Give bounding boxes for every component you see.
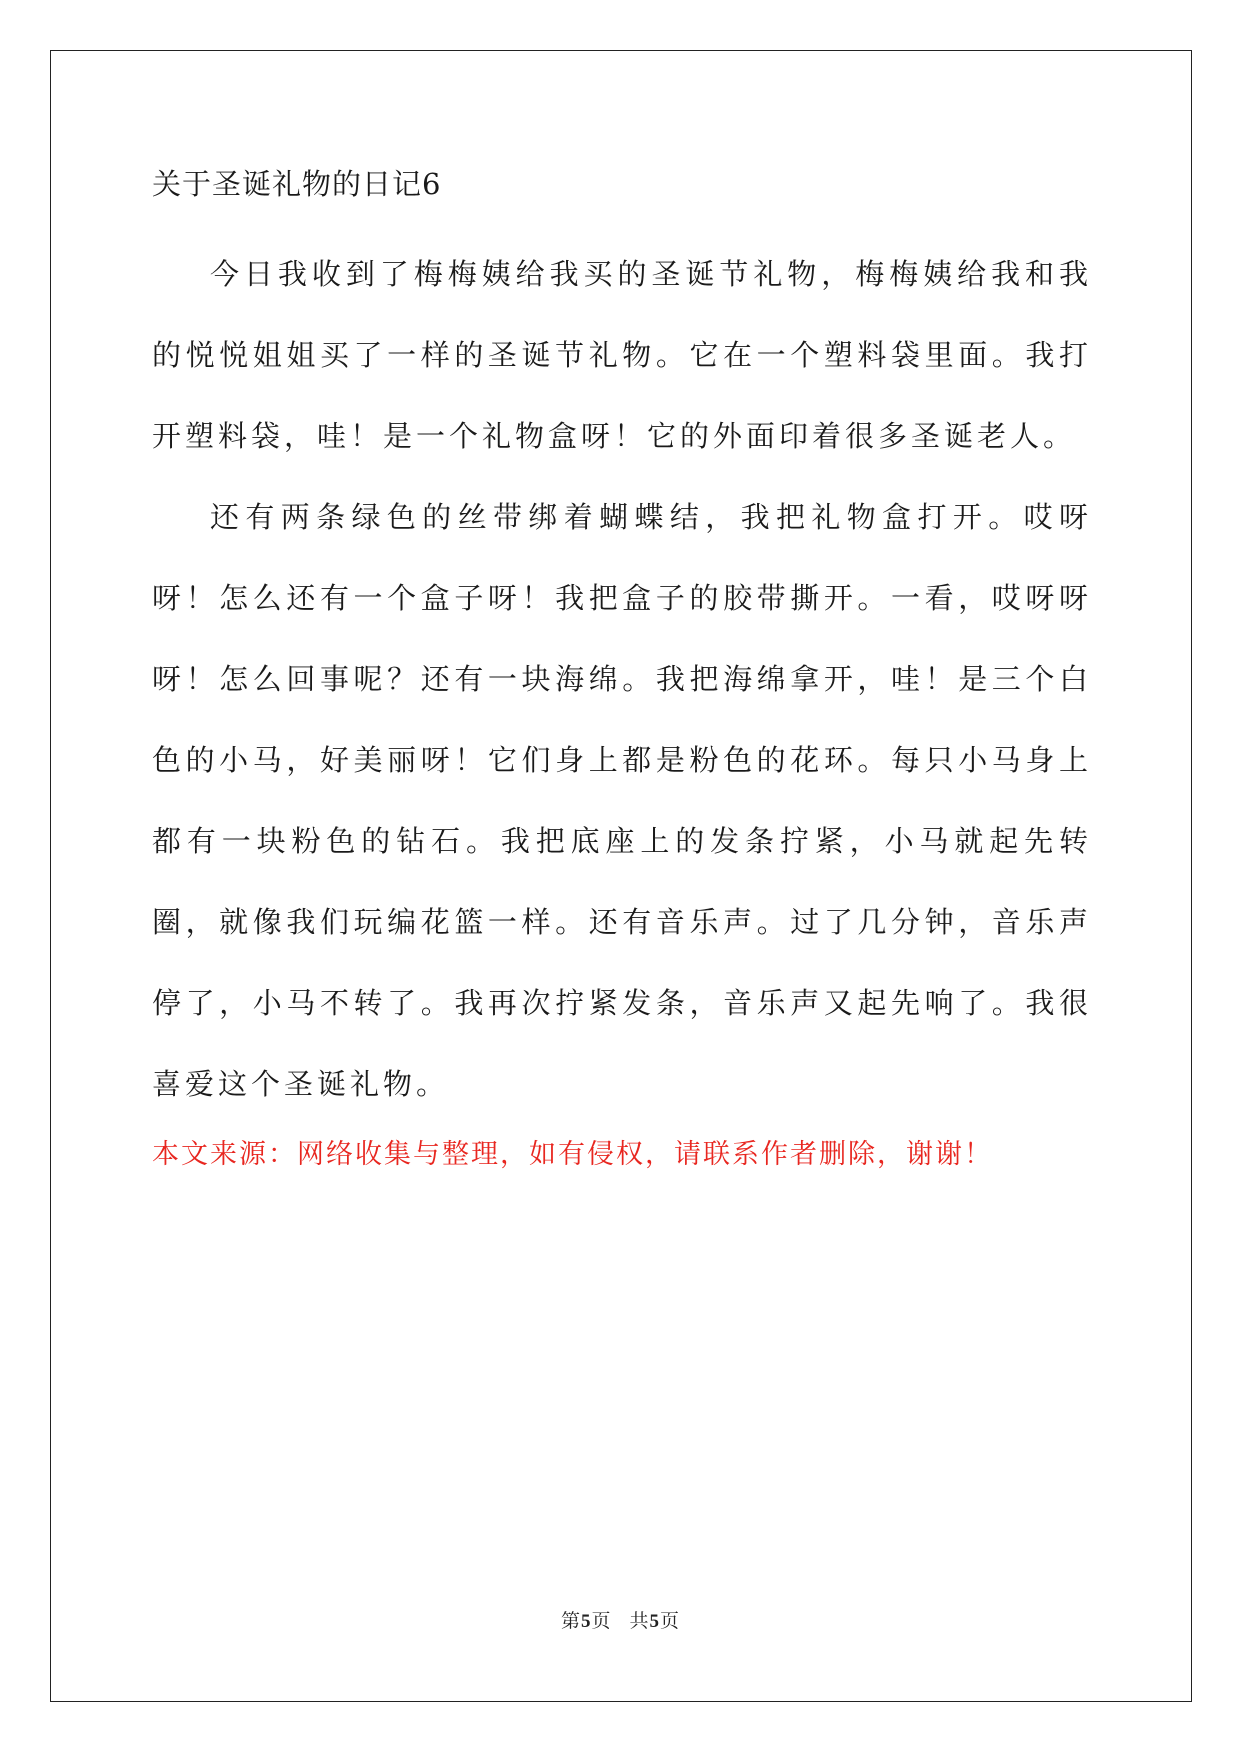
document-title: 关于圣诞礼物的日记6 <box>152 167 442 201</box>
page-prefix: 第 <box>560 1611 581 1632</box>
total-suffix: 页 <box>660 1611 681 1632</box>
total-page-count: 5 <box>649 1611 661 1632</box>
document-body <box>152 162 1092 1125</box>
page-footer <box>0 1606 1241 1633</box>
current-page-number: 5 <box>580 1611 592 1632</box>
page-suffix: 页 <box>591 1611 612 1632</box>
paragraph-1: 今日我收到了梅梅姨给我买的圣诞节礼物，梅梅姨给我和我的悦悦姐姐买了一样的圣诞节礼物。它在一个塑料袋里面。我打开塑料袋，哇！是一个礼物盒呀！它的外面印着很多圣诞老人。 <box>152 257 1092 453</box>
paragraph-2: 还有两条绿色的丝带绑着蝴蝶结，我把礼物盒打开。哎呀呀！怎么还有一个盒子呀！我把盒子的胶带撕开。一看，哎呀呀呀！怎么回事呢？还有一块海绵。我把海绵拿开，哇！是三个白色的小马，好美丽呀！它们身上都是粉色的花环。每只小马身上都有一块粉色的钻石。我把底座上的发条拧紧，小马就起先转圈，就像我们玩编花篮一样。还有音乐声。过了几分钟，音乐声停了，小马不转了。我再次拧紧发条，音乐声又起先响了。我很喜爱这个圣诞礼物。 <box>152 500 1092 1101</box>
total-prefix: 共 <box>629 1611 650 1632</box>
source-disclaimer: 本文来源：网络收集与整理，如有侵权，请联系作者删除，谢谢！ <box>152 1139 993 1170</box>
